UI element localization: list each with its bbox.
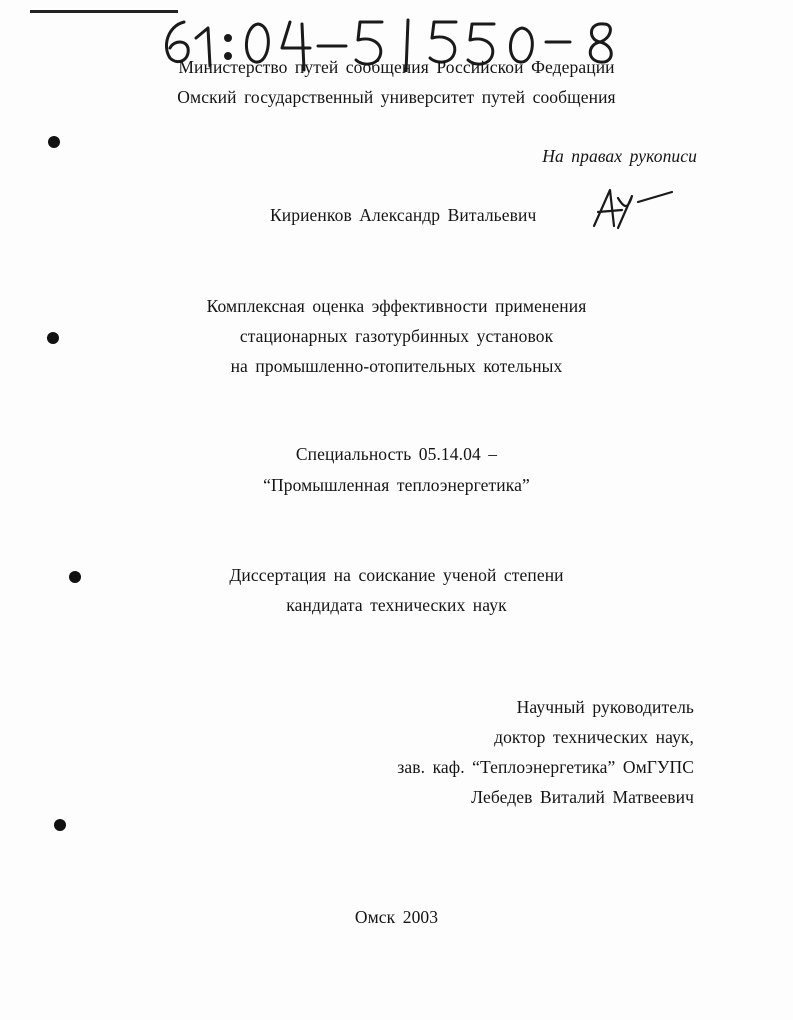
degree-line-1: Диссертация на соискание ученой степени	[229, 565, 564, 585]
margin-dot-4	[53, 818, 67, 832]
margin-dot-1	[47, 135, 61, 149]
supervisor-role: Научный руководитель	[516, 697, 694, 717]
city-year: Омск 2003	[354, 907, 439, 927]
author-name: Кириенков Александр Витальевич	[270, 205, 537, 225]
supervisor-degree: доктор технических наук,	[494, 727, 694, 747]
specialty-code: Специальность 05.14.04 –	[295, 444, 498, 464]
author-signature	[588, 186, 678, 234]
dissertation-title-line-3: на промышленно-отопительных котельных	[230, 356, 563, 376]
supervisor-position: зав. каф. “Теплоэнергетика” ОмГУПС	[397, 757, 694, 777]
manuscript-rights-note: На правах рукописи	[542, 146, 697, 166]
dissertation-title-line-2: стационарных газотурбинных установок	[239, 326, 554, 346]
ministry-heading: Министерство путей сообщения Российской Федерации	[178, 57, 615, 77]
university-heading: Омский государственный университет путей сообщения	[177, 87, 616, 107]
dissertation-title-line-1: Комплексная оценка эффективности применения	[206, 296, 587, 316]
supervisor-name: Лебедев Виталий Матвеевич	[471, 787, 694, 807]
degree-line-2: кандидата технических наук	[286, 595, 507, 615]
specialty-name: “Промышленная теплоэнергетика”	[263, 475, 530, 495]
